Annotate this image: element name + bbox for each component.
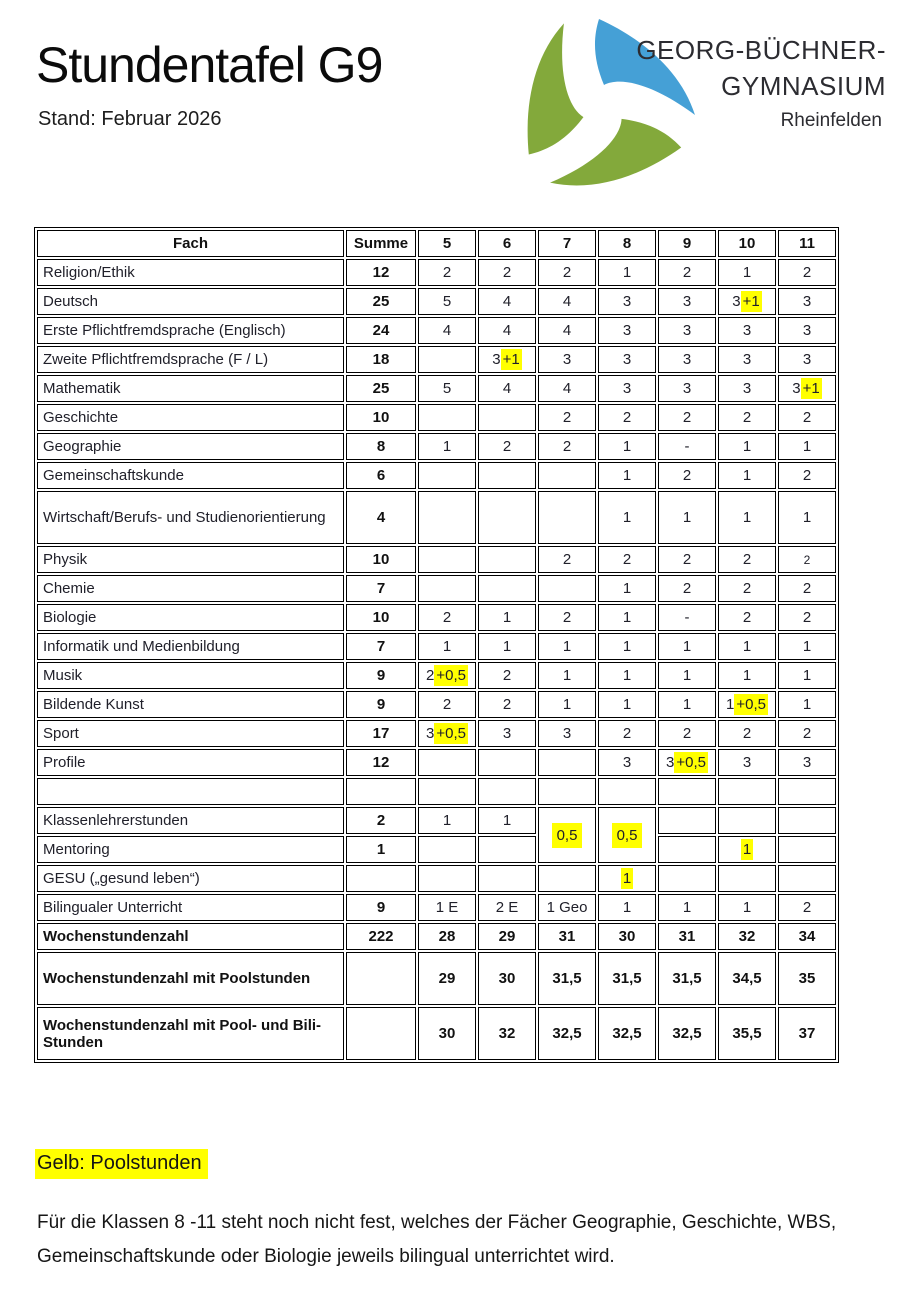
value-cell: 1 E bbox=[418, 894, 476, 921]
footnote bbox=[37, 1206, 836, 1274]
value-cell: 1 bbox=[658, 662, 716, 689]
value-cell: 1 bbox=[598, 433, 656, 460]
value-cell: 31,5 bbox=[598, 952, 656, 1005]
value-cell: 1 bbox=[598, 894, 656, 921]
value-cell: 2 bbox=[658, 575, 716, 602]
value-cell: 2 bbox=[658, 546, 716, 573]
summe-cell: 9 bbox=[346, 894, 416, 921]
value-cell: 1 bbox=[538, 633, 596, 660]
pool-highlight: 0,5 bbox=[552, 823, 583, 848]
value-cell: 34,5 bbox=[718, 952, 776, 1005]
value-cell: 35 bbox=[778, 952, 836, 1005]
value-cell: 2 bbox=[538, 604, 596, 631]
value-cell: 3 bbox=[478, 720, 536, 747]
school-logo bbox=[508, 6, 900, 196]
value-cell bbox=[718, 865, 776, 892]
header-row bbox=[37, 230, 836, 257]
summe-cell: 25 bbox=[346, 288, 416, 315]
value-cell: 1 bbox=[658, 633, 716, 660]
table-row bbox=[37, 604, 836, 631]
value-cell bbox=[478, 865, 536, 892]
table-row bbox=[37, 375, 836, 402]
summe-cell: 8 bbox=[346, 433, 416, 460]
table-row bbox=[37, 462, 836, 489]
value-cell: 2 bbox=[418, 259, 476, 286]
value-cell: 2 bbox=[778, 604, 836, 631]
value-cell: 4 bbox=[478, 288, 536, 315]
column-header: 10 bbox=[718, 230, 776, 257]
summe-cell: 9 bbox=[346, 691, 416, 718]
pool-highlight: 1 bbox=[622, 870, 632, 887]
fach-cell: Biologie bbox=[37, 604, 344, 631]
table-row bbox=[37, 865, 836, 892]
pool-highlight: +1 bbox=[802, 380, 820, 397]
value-cell: 1 bbox=[718, 894, 776, 921]
value-cell: 1 bbox=[598, 662, 656, 689]
value-cell: 30 bbox=[418, 1007, 476, 1060]
value-cell bbox=[538, 491, 596, 544]
value-cell: 34 bbox=[778, 923, 836, 950]
value-cell bbox=[718, 807, 776, 834]
summe-cell: 18 bbox=[346, 346, 416, 373]
value-cell bbox=[598, 807, 656, 863]
value-cell: 3 bbox=[598, 749, 656, 776]
value-cell: 5 bbox=[418, 375, 476, 402]
value-cell bbox=[418, 778, 476, 805]
table-row bbox=[37, 575, 836, 602]
legend-poolstunden bbox=[35, 1152, 208, 1175]
value-cell bbox=[478, 546, 536, 573]
pool-highlight: +0,5 bbox=[676, 754, 706, 771]
value-cell: 3 bbox=[778, 346, 836, 373]
summe-cell bbox=[346, 1007, 416, 1060]
summe-cell: 1 bbox=[346, 836, 416, 863]
school-name-line2: GYMNASIUM bbox=[721, 71, 886, 101]
summe-cell: 24 bbox=[346, 317, 416, 344]
value-cell: 3 bbox=[718, 749, 776, 776]
fach-cell: Chemie bbox=[37, 575, 344, 602]
value-cell bbox=[478, 836, 536, 863]
value-cell: 2 bbox=[478, 691, 536, 718]
value-cell: 2 bbox=[718, 546, 776, 573]
summe-cell: 2 bbox=[346, 807, 416, 834]
summe-cell bbox=[346, 778, 416, 805]
value-cell bbox=[778, 865, 836, 892]
value-cell bbox=[418, 462, 476, 489]
value-cell bbox=[538, 807, 596, 863]
value-cell: 3 bbox=[598, 375, 656, 402]
pool-highlight: +1 bbox=[502, 351, 520, 368]
fach-cell: Wochenstundenzahl bbox=[37, 923, 344, 950]
summe-cell bbox=[346, 865, 416, 892]
value-cell: 3 bbox=[598, 346, 656, 373]
value-cell: 1 bbox=[598, 604, 656, 631]
value-cell: 1 bbox=[598, 462, 656, 489]
summe-cell: 25 bbox=[346, 375, 416, 402]
table-row bbox=[37, 633, 836, 660]
value-cell: 3 bbox=[538, 346, 596, 373]
value-cell bbox=[418, 491, 476, 544]
value-cell: 3 bbox=[778, 749, 836, 776]
value-cell: 2 bbox=[598, 404, 656, 431]
table-row bbox=[37, 923, 836, 950]
table-row bbox=[37, 807, 836, 834]
table-row bbox=[37, 691, 836, 718]
value-cell: 1 bbox=[658, 691, 716, 718]
value-cell: 2 bbox=[778, 894, 836, 921]
stundentafel-table bbox=[34, 227, 839, 1063]
value-cell: 1 bbox=[718, 259, 776, 286]
summe-cell: 10 bbox=[346, 404, 416, 431]
column-header: 5 bbox=[418, 230, 476, 257]
value-cell: 1 bbox=[778, 633, 836, 660]
value-cell: 30 bbox=[478, 952, 536, 1005]
value-cell bbox=[418, 865, 476, 892]
value-cell: 1 bbox=[598, 259, 656, 286]
value-cell: 5 bbox=[418, 288, 476, 315]
value-cell bbox=[418, 546, 476, 573]
value-cell: 1 bbox=[778, 662, 836, 689]
value-cell: 4 bbox=[478, 375, 536, 402]
value-cell: 2 bbox=[778, 546, 836, 573]
value-cell bbox=[778, 836, 836, 863]
pool-highlight: 0,5 bbox=[612, 823, 643, 848]
value-cell: 3 +1 bbox=[478, 346, 536, 373]
value-cell: 2 bbox=[778, 575, 836, 602]
summe-cell: 7 bbox=[346, 575, 416, 602]
value-cell: 37 bbox=[778, 1007, 836, 1060]
table-row bbox=[37, 1007, 836, 1060]
value-cell: 3 bbox=[718, 346, 776, 373]
value-cell bbox=[658, 865, 716, 892]
school-name bbox=[611, 32, 886, 132]
value-cell: 2 bbox=[538, 404, 596, 431]
value-cell: 32,5 bbox=[598, 1007, 656, 1060]
summe-cell: 9 bbox=[346, 662, 416, 689]
fach-cell: GESU („gesund leben“) bbox=[37, 865, 344, 892]
value-cell: 3 bbox=[718, 375, 776, 402]
table-row bbox=[37, 259, 836, 286]
summe-cell: 12 bbox=[346, 259, 416, 286]
value-cell: 1 bbox=[478, 633, 536, 660]
value-cell: 30 bbox=[598, 923, 656, 950]
column-header: 6 bbox=[478, 230, 536, 257]
value-cell: 1 bbox=[478, 807, 536, 834]
value-cell bbox=[598, 778, 656, 805]
value-cell: 2 bbox=[778, 404, 836, 431]
fach-cell: Bilingualer Unterricht bbox=[37, 894, 344, 921]
value-cell: 2 bbox=[598, 720, 656, 747]
table-row bbox=[37, 546, 836, 573]
value-cell: 2 bbox=[778, 259, 836, 286]
footnote-line2: Gemeinschaftskunde oder Biologie jeweils bilingual unterrichtet wird. bbox=[37, 1246, 615, 1267]
value-cell bbox=[538, 749, 596, 776]
value-cell: 4 bbox=[538, 317, 596, 344]
column-header: 7 bbox=[538, 230, 596, 257]
value-cell: 3 bbox=[658, 317, 716, 344]
value-cell bbox=[418, 749, 476, 776]
value-cell: 3 bbox=[658, 288, 716, 315]
value-cell: 3 bbox=[718, 317, 776, 344]
value-cell: 1 bbox=[538, 691, 596, 718]
value-cell: 1 bbox=[598, 633, 656, 660]
value-cell: - bbox=[658, 433, 716, 460]
fach-cell: Profile bbox=[37, 749, 344, 776]
table-row bbox=[37, 433, 836, 460]
value-cell: 1 bbox=[538, 662, 596, 689]
value-cell bbox=[778, 807, 836, 834]
value-cell: 2 E bbox=[478, 894, 536, 921]
fach-cell: Klassenlehrerstunden bbox=[37, 807, 344, 834]
value-cell: 31 bbox=[658, 923, 716, 950]
column-header-fach: Fach bbox=[37, 230, 344, 257]
value-cell: 2 bbox=[658, 462, 716, 489]
fach-cell: Mentoring bbox=[37, 836, 344, 863]
value-cell bbox=[478, 462, 536, 489]
value-cell: 2 +0,5 bbox=[418, 662, 476, 689]
summe-cell: 4 bbox=[346, 491, 416, 544]
value-cell bbox=[478, 778, 536, 805]
value-cell: 32,5 bbox=[658, 1007, 716, 1060]
value-cell: 2 bbox=[778, 720, 836, 747]
value-cell: 2 bbox=[658, 720, 716, 747]
value-cell: 32,5 bbox=[538, 1007, 596, 1060]
fach-cell: Bildende Kunst bbox=[37, 691, 344, 718]
value-cell: 4 bbox=[418, 317, 476, 344]
value-cell: 3 bbox=[778, 317, 836, 344]
column-header: 11 bbox=[778, 230, 836, 257]
value-cell: 2 bbox=[718, 720, 776, 747]
value-cell: 2 bbox=[478, 433, 536, 460]
summe-cell: 6 bbox=[346, 462, 416, 489]
value-cell: 4 bbox=[538, 375, 596, 402]
value-cell bbox=[478, 404, 536, 431]
table-row bbox=[37, 317, 836, 344]
fach-cell: Religion/Ethik bbox=[37, 259, 344, 286]
summe-cell: 10 bbox=[346, 546, 416, 573]
table-row bbox=[37, 720, 836, 747]
table-row bbox=[37, 404, 836, 431]
value-cell: 2 bbox=[718, 575, 776, 602]
fach-cell: Mathematik bbox=[37, 375, 344, 402]
value-cell: 29 bbox=[418, 952, 476, 1005]
value-cell: 3 bbox=[598, 317, 656, 344]
value-cell: 32 bbox=[478, 1007, 536, 1060]
value-cell: 1 bbox=[658, 894, 716, 921]
table-row bbox=[37, 662, 836, 689]
table-body bbox=[37, 230, 836, 1060]
value-cell: 31,5 bbox=[658, 952, 716, 1005]
table-row bbox=[37, 346, 836, 373]
value-cell: 3 +0,5 bbox=[658, 749, 716, 776]
fach-cell: Informatik und Medienbildung bbox=[37, 633, 344, 660]
table-row bbox=[37, 894, 836, 921]
value-cell: 35,5 bbox=[718, 1007, 776, 1060]
value-cell bbox=[718, 778, 776, 805]
fach-cell: Gemeinschaftskunde bbox=[37, 462, 344, 489]
value-cell: 2 bbox=[478, 259, 536, 286]
value-cell: 2 bbox=[418, 691, 476, 718]
value-cell: 3 bbox=[778, 288, 836, 315]
value-cell: 1 bbox=[778, 433, 836, 460]
pool-highlight: +0,5 bbox=[436, 725, 466, 742]
summe-cell: 222 bbox=[346, 923, 416, 950]
table-row bbox=[37, 749, 836, 776]
value-cell bbox=[658, 807, 716, 834]
value-cell: 1 bbox=[418, 633, 476, 660]
value-cell: 1 bbox=[598, 575, 656, 602]
value-cell bbox=[718, 836, 776, 863]
column-header: 8 bbox=[598, 230, 656, 257]
value-cell: 32 bbox=[718, 923, 776, 950]
value-cell: 31 bbox=[538, 923, 596, 950]
column-header: Summe bbox=[346, 230, 416, 257]
value-cell: 2 bbox=[718, 404, 776, 431]
summe-cell: 10 bbox=[346, 604, 416, 631]
value-cell: 2 bbox=[778, 462, 836, 489]
table-row bbox=[37, 288, 836, 315]
value-cell: 1 +0,5 bbox=[718, 691, 776, 718]
fach-cell: Zweite Pflichtfremdsprache (F / L) bbox=[37, 346, 344, 373]
value-cell: 1 bbox=[778, 491, 836, 544]
table-row bbox=[37, 778, 836, 805]
value-cell bbox=[598, 865, 656, 892]
value-cell: 1 bbox=[718, 491, 776, 544]
legend-highlight: Gelb: Poolstunden bbox=[35, 1149, 208, 1179]
value-cell: 1 bbox=[718, 662, 776, 689]
value-cell: 3 bbox=[658, 346, 716, 373]
value-cell: 1 bbox=[598, 691, 656, 718]
fach-cell: Geschichte bbox=[37, 404, 344, 431]
value-cell: 1 bbox=[718, 462, 776, 489]
value-cell: 1 bbox=[718, 433, 776, 460]
value-cell: 2 bbox=[538, 259, 596, 286]
table-row bbox=[37, 491, 836, 544]
table-row bbox=[37, 952, 836, 1005]
fach-cell: Physik bbox=[37, 546, 344, 573]
pool-highlight: +0,5 bbox=[736, 696, 766, 713]
fach-cell: Wochenstundenzahl mit Pool- und Bili-Stunden bbox=[37, 1007, 344, 1060]
page-title: Stundentafel G9 bbox=[36, 37, 383, 93]
value-cell: 3 +1 bbox=[778, 375, 836, 402]
column-header: 9 bbox=[658, 230, 716, 257]
value-cell: 1 bbox=[418, 807, 476, 834]
value-cell bbox=[418, 575, 476, 602]
value-cell bbox=[538, 865, 596, 892]
value-cell: 29 bbox=[478, 923, 536, 950]
fach-cell: Wochenstundenzahl mit Poolstunden bbox=[37, 952, 344, 1005]
fach-cell bbox=[37, 778, 344, 805]
value-cell: 2 bbox=[418, 604, 476, 631]
fach-cell: Wirtschaft/Berufs- und Studienorientierung bbox=[37, 491, 344, 544]
value-cell: 3 +0,5 bbox=[418, 720, 476, 747]
value-cell: 28 bbox=[418, 923, 476, 950]
value-cell: 3 +1 bbox=[718, 288, 776, 315]
value-cell bbox=[418, 346, 476, 373]
value-cell: 2 bbox=[538, 546, 596, 573]
fach-cell: Geographie bbox=[37, 433, 344, 460]
value-cell: 4 bbox=[538, 288, 596, 315]
value-cell: 2 bbox=[598, 546, 656, 573]
value-cell: 2 bbox=[658, 259, 716, 286]
value-cell: 31,5 bbox=[538, 952, 596, 1005]
value-cell bbox=[418, 836, 476, 863]
value-cell: 2 bbox=[658, 404, 716, 431]
value-cell: 1 bbox=[478, 604, 536, 631]
summe-cell: 17 bbox=[346, 720, 416, 747]
value-cell bbox=[538, 575, 596, 602]
table-row bbox=[37, 836, 836, 863]
value-cell bbox=[658, 836, 716, 863]
value-cell: 1 bbox=[718, 633, 776, 660]
value-cell: 3 bbox=[538, 720, 596, 747]
value-cell: 1 bbox=[418, 433, 476, 460]
value-cell: 4 bbox=[478, 317, 536, 344]
school-city: Rheinfelden bbox=[780, 110, 882, 131]
school-name-line1: GEORG-BÜCHNER- bbox=[636, 35, 886, 65]
value-cell: - bbox=[658, 604, 716, 631]
value-cell bbox=[418, 404, 476, 431]
summe-cell: 7 bbox=[346, 633, 416, 660]
document-date: Stand: Februar 2026 bbox=[38, 108, 222, 130]
value-cell bbox=[478, 491, 536, 544]
timetable-wrapper bbox=[34, 227, 839, 1063]
pool-highlight: +1 bbox=[742, 293, 760, 310]
value-cell bbox=[538, 462, 596, 489]
fach-cell: Musik bbox=[37, 662, 344, 689]
fach-cell: Deutsch bbox=[37, 288, 344, 315]
value-cell: 1 bbox=[658, 491, 716, 544]
fach-cell: Erste Pflichtfremdsprache (Englisch) bbox=[37, 317, 344, 344]
value-cell: 1 Geo bbox=[538, 894, 596, 921]
value-cell: 3 bbox=[658, 375, 716, 402]
value-cell bbox=[658, 778, 716, 805]
value-cell: 3 bbox=[598, 288, 656, 315]
value-cell: 2 bbox=[538, 433, 596, 460]
footnote-line1: Für die Klassen 8 -11 steht noch nicht fest, welches der Fächer Geographie, Geschichte, WBS, bbox=[37, 1212, 837, 1233]
fach-cell: Sport bbox=[37, 720, 344, 747]
value-cell bbox=[478, 575, 536, 602]
value-cell bbox=[538, 778, 596, 805]
value-cell bbox=[778, 778, 836, 805]
value-cell: 1 bbox=[598, 491, 656, 544]
summe-cell: 12 bbox=[346, 749, 416, 776]
value-cell: 2 bbox=[718, 604, 776, 631]
summe-cell bbox=[346, 952, 416, 1005]
value-cell: 2 bbox=[478, 662, 536, 689]
value-cell bbox=[478, 749, 536, 776]
pool-highlight: +0,5 bbox=[436, 667, 466, 684]
value-cell: 1 bbox=[778, 691, 836, 718]
pool-highlight: 1 bbox=[742, 841, 752, 858]
